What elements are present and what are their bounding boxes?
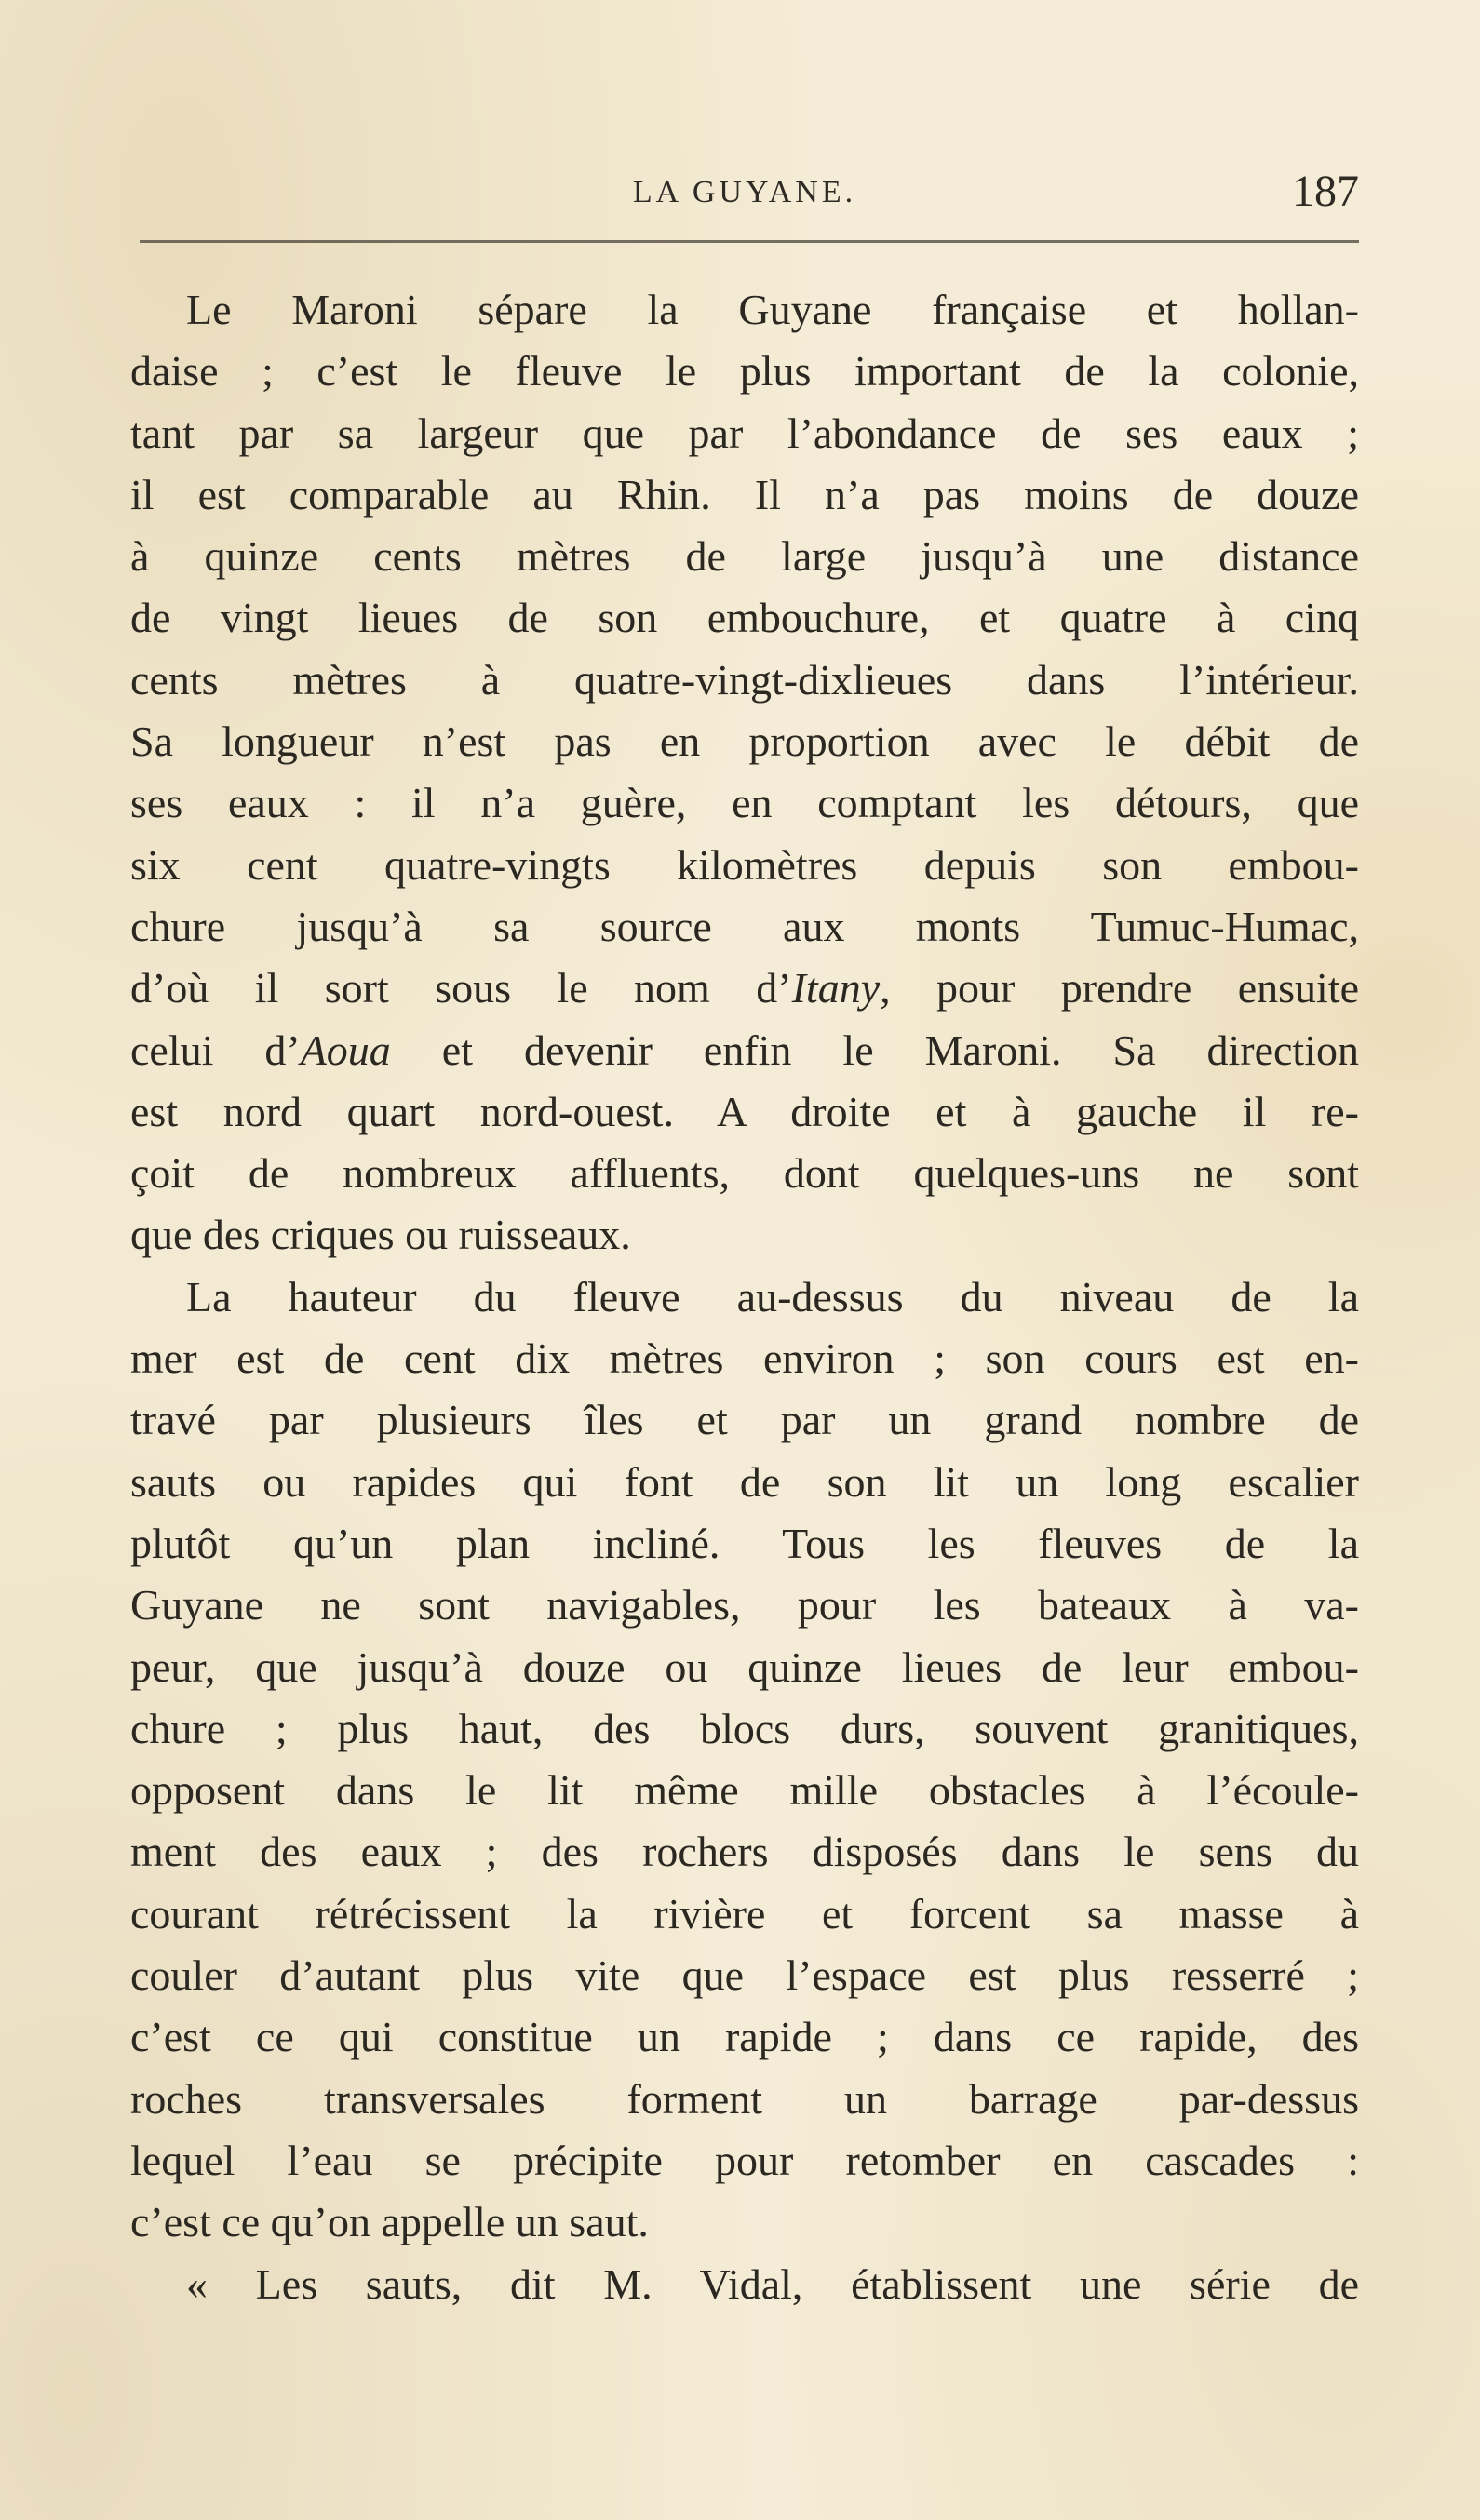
text-line: courant rétrécissent la rivière et forcent sa masse à (130, 1889, 1359, 1937)
text-line: c’est ce qui constitue un rapide ; dans ce rapide, des (130, 2013, 1359, 2061)
text-line: mer est de cent dix mètres environ ; son cours est en- (130, 1334, 1359, 1383)
text-line: roches transversales forment un barrage par-dessus (130, 2074, 1359, 2123)
text-line: Sa longueur n’est pas en proportion avec le débit de (130, 717, 1359, 766)
page-header (130, 166, 1359, 221)
body-text (130, 279, 1359, 2315)
text-line: est nord quart nord-ouest. A droite et à gauche il re- (130, 1087, 1359, 1135)
text-line-with-italic (130, 958, 1359, 1019)
text-line-with-italic (130, 1020, 1359, 1081)
text-segment: , pour prendre ensuite (880, 964, 1359, 1012)
text-line: daise ; c’est le fleuve le plus important de la colonie, (130, 347, 1359, 395)
text-line: lequel l’eau se précipite pour retomber en cascades : (130, 2136, 1359, 2184)
text-line: de vingt lieues de son embouchure, et quatre à cinq (130, 594, 1359, 642)
header-rule (140, 240, 1359, 243)
text-line: tant par sa largeur que par l’abondance de ses eaux ; (130, 409, 1359, 457)
text-line: six cent quatre-vingts kilomètres depuis son embou- (130, 840, 1359, 889)
text-line: il est comparable au Rhin. Il n’a pas moins de douze (130, 470, 1359, 518)
text-segment: d’où il sort sous le nom d’ (130, 964, 792, 1012)
page-number: 187 (1292, 167, 1359, 216)
text-line: travé par plusieurs îles et par un grand nombre de (130, 1396, 1359, 1444)
running-title: LA GUYANE. (632, 175, 857, 209)
text-line: La hauteur du fleuve au-dessus du niveau de la (186, 1272, 1359, 1320)
text-line: ses eaux : il n’a guère, en comptant les détours, que (130, 779, 1359, 827)
text-line: à quinze cents mètres de large jusqu’à une distance (130, 532, 1359, 581)
text-line: plutôt qu’un plan incliné. Tous les fleuves de la (130, 1519, 1359, 1567)
text-line: Guyane ne sont navigables, pour les bateaux à va- (130, 1581, 1359, 1629)
text-line: peur, que jusqu’à douze ou quinze lieues de leur embou- (130, 1642, 1359, 1691)
text-line: chure ; plus haut, des blocs durs, souvent granitiques, (130, 1704, 1359, 1752)
text-segment: celui d’ (130, 1025, 301, 1074)
italic-place-name: Aoua (300, 1025, 391, 1074)
text-line: cents mètres à quatre-vingt-dixlieues dans l’intérieur. (130, 655, 1359, 704)
text-line: sauts ou rapides qui font de son lit un long escalier (130, 1457, 1359, 1506)
text-line: c’est ce qu’on appelle un saut. (130, 2198, 649, 2246)
text-line: chure jusqu’à sa source aux monts Tumuc-Humac, (130, 902, 1359, 950)
text-line: que des criques ou ruisseaux. (130, 1211, 631, 1259)
text-line: couler d’autant plus vite que l’espace est plus resserré ; (130, 1951, 1359, 2000)
text-line: Le Maroni sépare la Guyane française et hollan- (186, 286, 1359, 333)
text-line: « Les sauts, dit M. Vidal, établissent une série de (186, 2259, 1359, 2308)
text-line: çoit de nombreux affluents, dont quelques-uns ne sont (130, 1149, 1359, 1198)
text-segment: et devenir enfin le Maroni. Sa direction (390, 1025, 1359, 1074)
text-line: ment des eaux ; des rochers disposés dans le sens du (130, 1828, 1359, 1876)
text-line: opposent dans le lit même mille obstacles à l’écoule- (130, 1766, 1359, 1815)
italic-place-name: Itany (791, 964, 881, 1012)
